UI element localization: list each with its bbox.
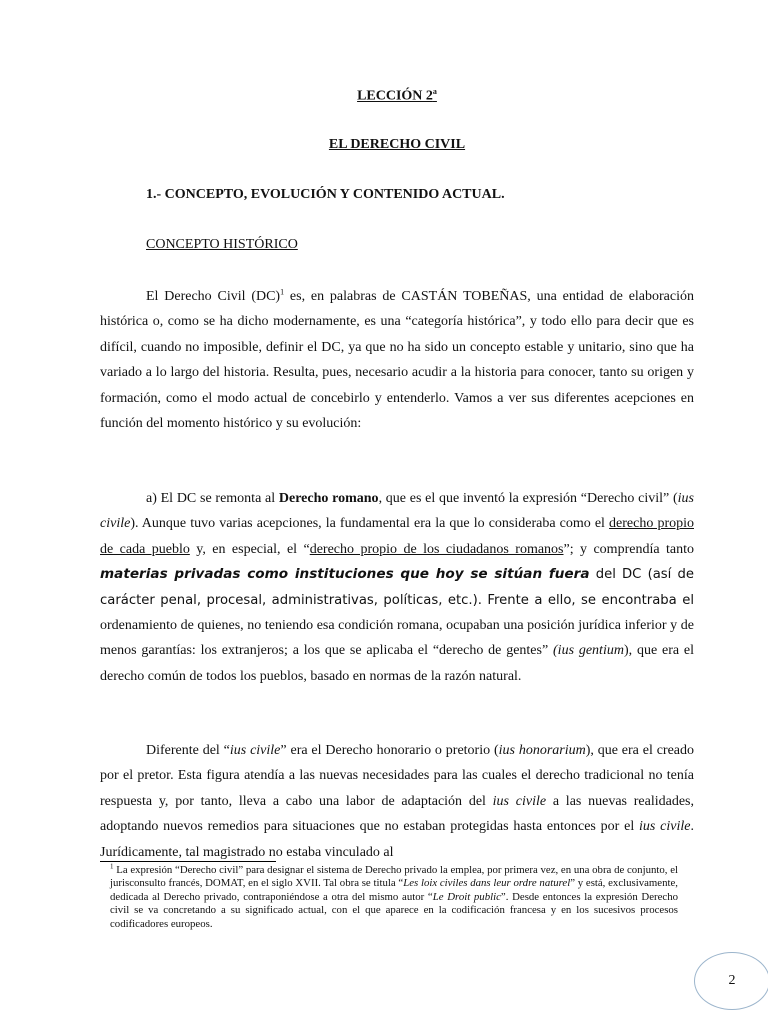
subheading-concepto-historico: CONCEPTO HISTÓRICO — [146, 237, 298, 252]
lesson-title-superscript: a — [432, 87, 437, 96]
page-number: 2 — [694, 952, 768, 1010]
bold-derecho-romano: Derecho romano — [278, 491, 379, 506]
footnote-1: $^1$ La expresión “Derecho civil” para designar el sistema de Derecho privado la emplea, por primera vez, en una obra de conjunto, el jurisconsulto francés, DOMAT, en el siglo XVII. Tal obra se titula “Les loix civiles dans leur ordre naturel” y está, exclusivamente, dedicada al Derecho privado, contraponiéndose a otra del mismo autor “Le Droit public”. Desde entonces la expresión Derecho civil se va concretando a su significado actual, con el que aparece en la codificación francesa y en los sucesivos procesos codificadores europeos. — [110, 862, 678, 930]
paragraph-1: El Derecho Civil (DC)$^1$ es, en palabras de CASTÁN TOBEÑAS, una entidad de elaboración histórica o, como se ha dicho modernamente, es una “categoría histórica”, y todo ello para decir que es difícil, cuando no imposible, definir el DC, ya que no ha sido un concepto estable y unitario, sino que ha variado a lo largo del historia. Resulta, pues, necesario acudir a la historia para conocer, tanto su origen y formación, como el modo actual de concebirlo y entenderlo. Vamos a ver sus diferentes acepciones en función del momento histórico y su evolución: — [100, 287, 694, 432]
emphasis-materias-privadas: materias privadas como instituciones que hoy se sitúan fuera — [100, 566, 590, 583]
underlined-derecho-ciudadanos-romanos: derecho propio de los ciudadanos romanos — [309, 541, 564, 557]
chapter-title: EL DERECHO CIVIL — [328, 137, 466, 152]
footnote-separator — [100, 861, 276, 862]
footnote-ref-1: 1 — [280, 287, 285, 297]
lesson-title: LECCIÓN 2$^a$ — [357, 87, 437, 104]
paragraph-2: a) El DC se remonta al Derecho romano, que es el que inventó la expresión “Derecho civil” (ius civile). Aunque tuvo varias acepciones, la fundamental era la que lo consideraba como el derecho propio de cada pueblo y, en especial, el “derecho propio de los ciudadanos romanos”; y comprendía tanto materias privadas como instituciones que hoy se sitúan fuera del DC (así de carácter penal, procesal, administrativas, políticas, etc.). Frente a ello, se encontraba el ordenamiento de quienes, no teniendo esa condición romana, ocupaban una posición jurídica inferior y de menos garantías: los extranjeros; a los que se aplicaba el “derecho de gentes” (ius gentium), que era el derecho común de todos los pueblos, basado en normas de la razón natural. — [100, 491, 694, 684]
underlined-derecho-propio-pueblo: derecho propio de cada pueblo — [100, 516, 694, 557]
section-heading: 1.- CONCEPTO, EVOLUCIÓN Y CONTENIDO ACTUAL. — [146, 187, 505, 202]
paragraph-3: Diferente del “ius civile” era el Derecho honorario o pretorio (ius honorarium), que era el creado por el pretor. Esta figura atendía a las nuevas necesidades para las cuales el derecho tradicional no tenía respuesta y, por tanto, lleva a cabo una labor de adaptación del ius civile a las nuevas realidades, adoptando nuevos remedios para situaciones que no estaban protegidas hasta entonces por el ius civile. Jurídicamente, tal magistrado no estaba vinculado al — [100, 743, 695, 860]
